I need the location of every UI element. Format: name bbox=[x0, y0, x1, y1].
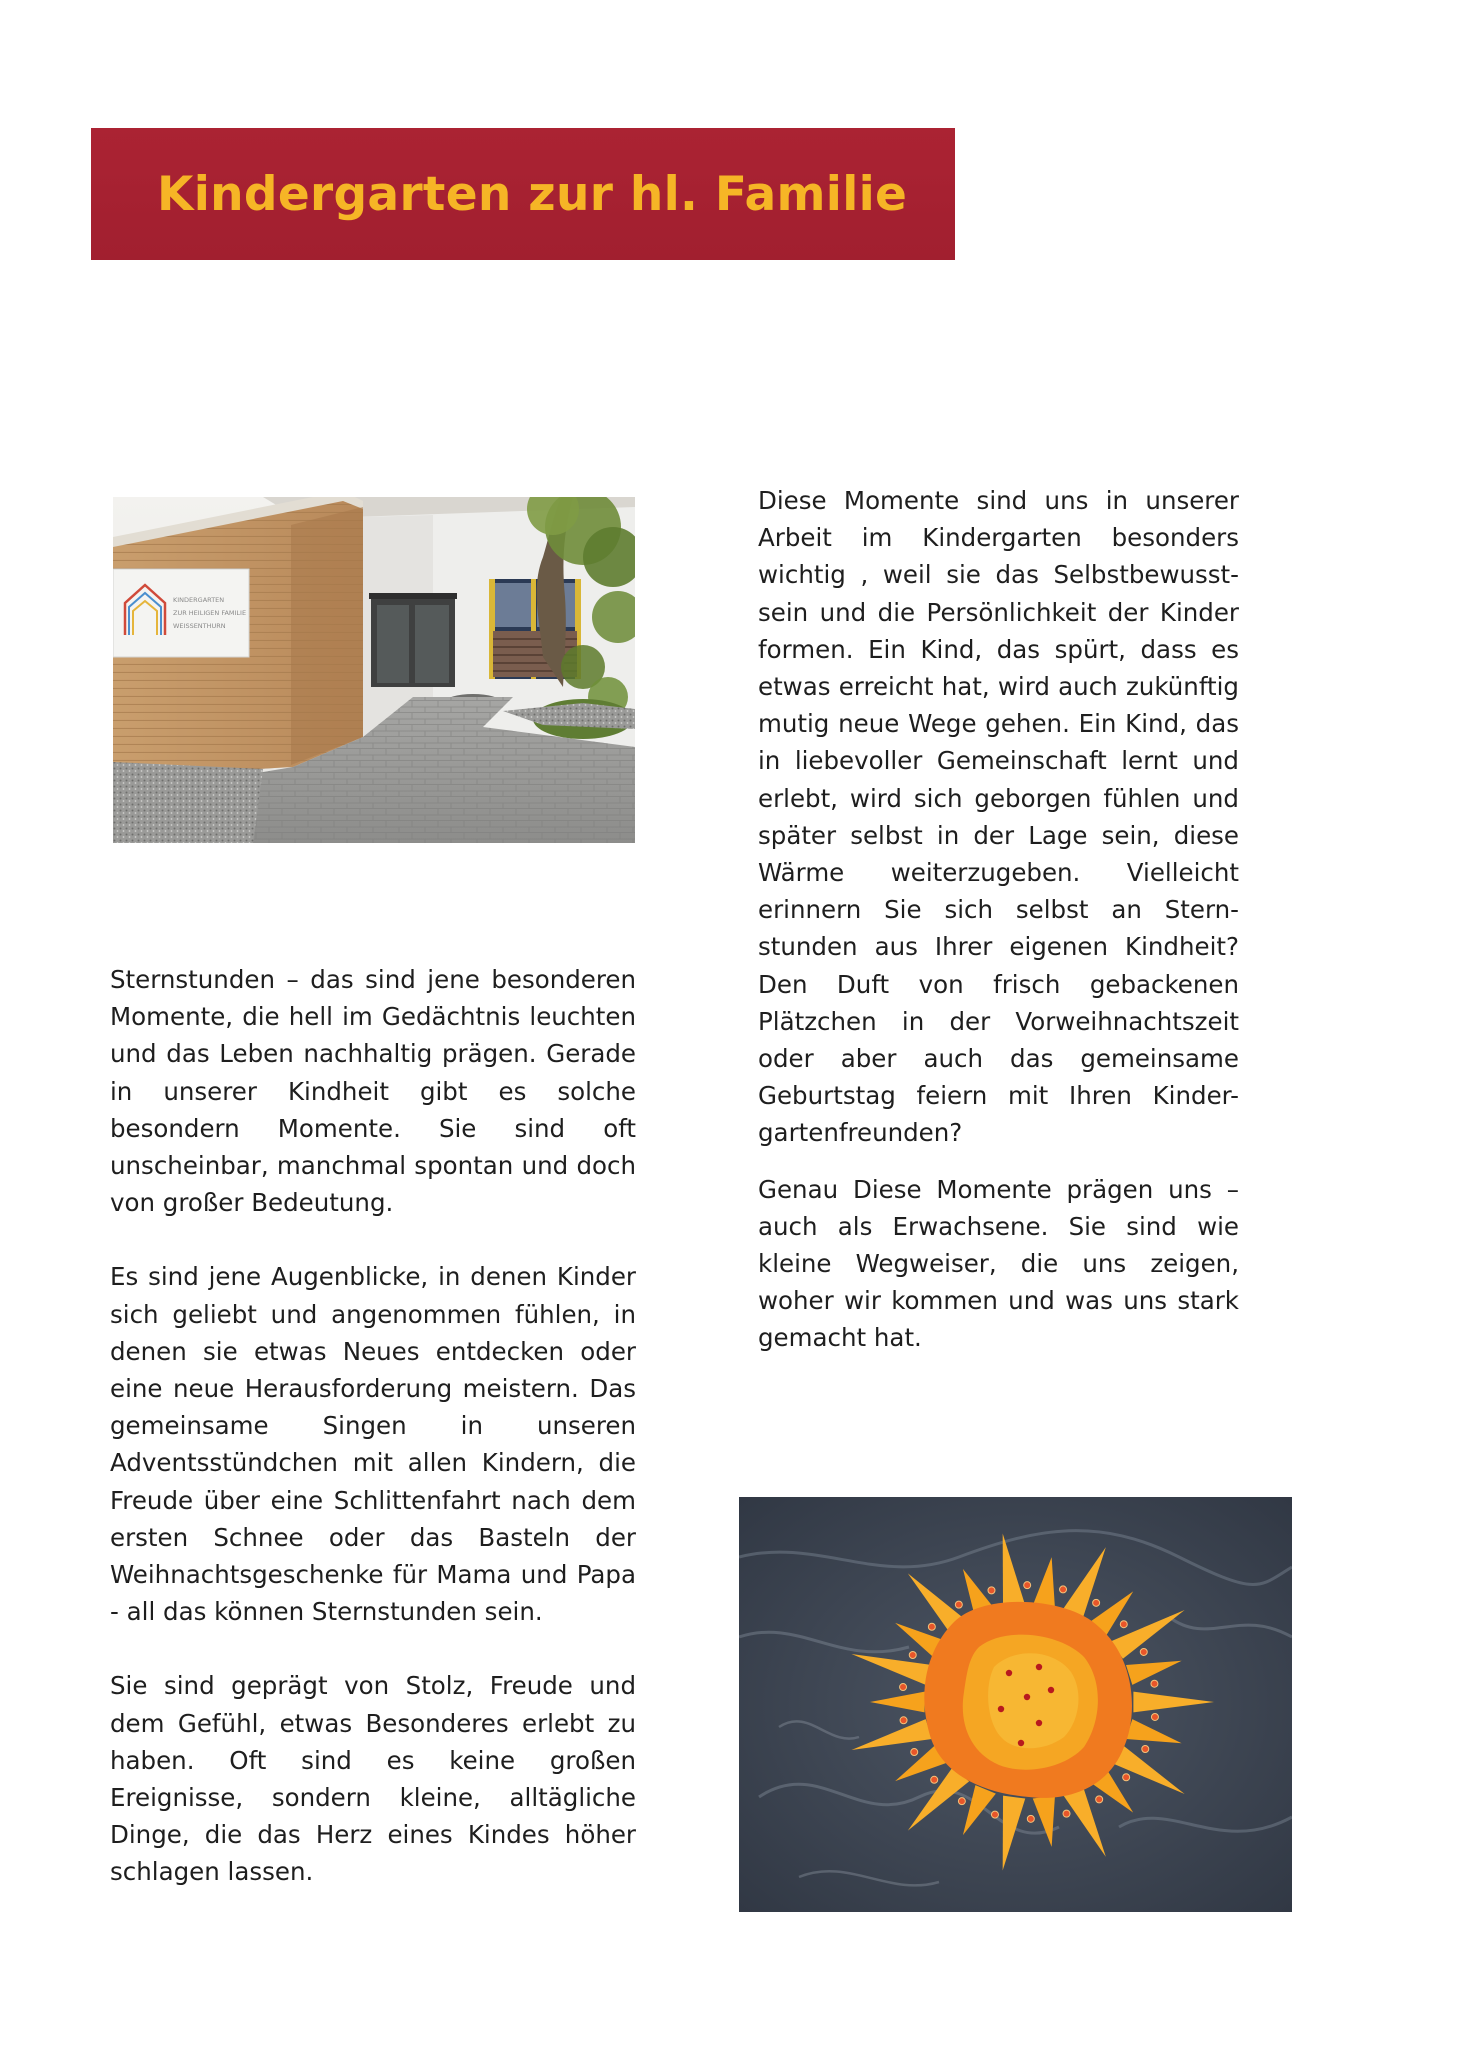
sun-bead bbox=[1151, 1680, 1158, 1687]
sun-bead bbox=[1093, 1599, 1100, 1606]
sun-bead bbox=[1060, 1586, 1067, 1593]
page-title: Kindergarten zur hl. Familie bbox=[157, 166, 908, 222]
sun-bead bbox=[1096, 1796, 1103, 1803]
sun-bead bbox=[1151, 1713, 1158, 1720]
kindergarten-building-photo bbox=[113, 497, 635, 843]
article-paragraph: Es sind jene Augenblicke, in denen Kinder sich geliebt und angenommen fühlen, in denen sie etwas Neues entdecken oder eine neue Herausforderung meistern. Das gemeinsame Singen in unseren Adventsstündchen mit allen Kindern, die Freude über eine Schlittenfahrt nach dem ersten Schnee oder das Basteln der Weihnachtsgeschenke für Mama und Papa - all das können Sternstunden sein. bbox=[110, 1262, 636, 1627]
sun-bead bbox=[1120, 1621, 1127, 1628]
sun-bead bbox=[988, 1587, 995, 1594]
sun-bead bbox=[1063, 1810, 1070, 1817]
sun-bead bbox=[1142, 1746, 1149, 1753]
sun-bead bbox=[900, 1717, 907, 1724]
sun-bead bbox=[1027, 1815, 1034, 1822]
svg-text:ZUR HEILIGEN FAMILIE: ZUR HEILIGEN FAMILIE bbox=[173, 609, 247, 617]
article-column-left bbox=[110, 961, 636, 1891]
sun-bead bbox=[931, 1776, 938, 1783]
svg-text:KINDERGARTEN: KINDERGARTEN bbox=[173, 596, 225, 604]
sun-bead bbox=[909, 1651, 916, 1658]
title-banner bbox=[91, 128, 955, 260]
article-paragraph: Diese Momente sind uns in unserer Arbeit im Kindergarten besonders wichtig , weil sie das Selbstbewusst-sein und die Persönlichkeit der Kinder formen. Ein Kind, das spürt, dass es etwas erreicht hat, wird auch zukünftig mutig neue Wege gehen. Ein Kind, das in liebevoller Gemeinschaft lernt und erlebt, wird sich geborgen fühlen und später selbst in der Lage sein, diese Wärme weiterzugeben. Vielleicht erinnern Sie sich selbst an Stern-stunden aus Ihrer eigenen Kindheit? Den Duft von frisch gebackenen Plätzchen in der Vorweihnachtszeit oder aber auch das gemeinsame Geburtstag feiern mit Ihren Kinder-gartenfreunden? bbox=[758, 486, 1239, 1148]
article-column-right bbox=[758, 482, 1239, 1357]
sun-bead bbox=[955, 1601, 962, 1608]
sun-bead bbox=[1024, 1582, 1031, 1589]
sun-bead bbox=[911, 1749, 918, 1756]
sun-bead bbox=[900, 1684, 907, 1691]
sun-craft-photo bbox=[739, 1497, 1292, 1912]
sun-bead bbox=[1140, 1648, 1147, 1655]
sun-bead bbox=[1123, 1774, 1130, 1781]
svg-text:WEISSENTHURN: WEISSENTHURN bbox=[173, 622, 226, 630]
article-paragraph: Genau Diese Momente prägen uns – auch als Erwachsene. Sie sind wie kleine Wegweiser, die uns zeigen, woher wir kommen und was uns stark gemacht hat. bbox=[758, 1174, 1239, 1353]
sun-bead bbox=[928, 1623, 935, 1630]
sun-bead bbox=[958, 1798, 965, 1805]
article-paragraph: Sie sind geprägt von Stolz, Freude und dem Gefühl, etwas Besonderes erlebt zu haben. Oft sind es keine großen Ereignisse, sondern kleine, alltägliche Dinge, die das Herz eines Kindes höher schlagen lassen. bbox=[110, 1671, 636, 1887]
sun-bead bbox=[991, 1811, 998, 1818]
article-paragraph: Sternstunden – das sind jene besonderen Momente, die hell im Gedächtnis leuchten und das Leben nachhaltig prägen. Gerade in unserer Kindheit gibt es solche besondern Momente. Sie sind oft unscheinbar, manchmal spontan und doch von großer Bedeutung. bbox=[110, 965, 636, 1218]
